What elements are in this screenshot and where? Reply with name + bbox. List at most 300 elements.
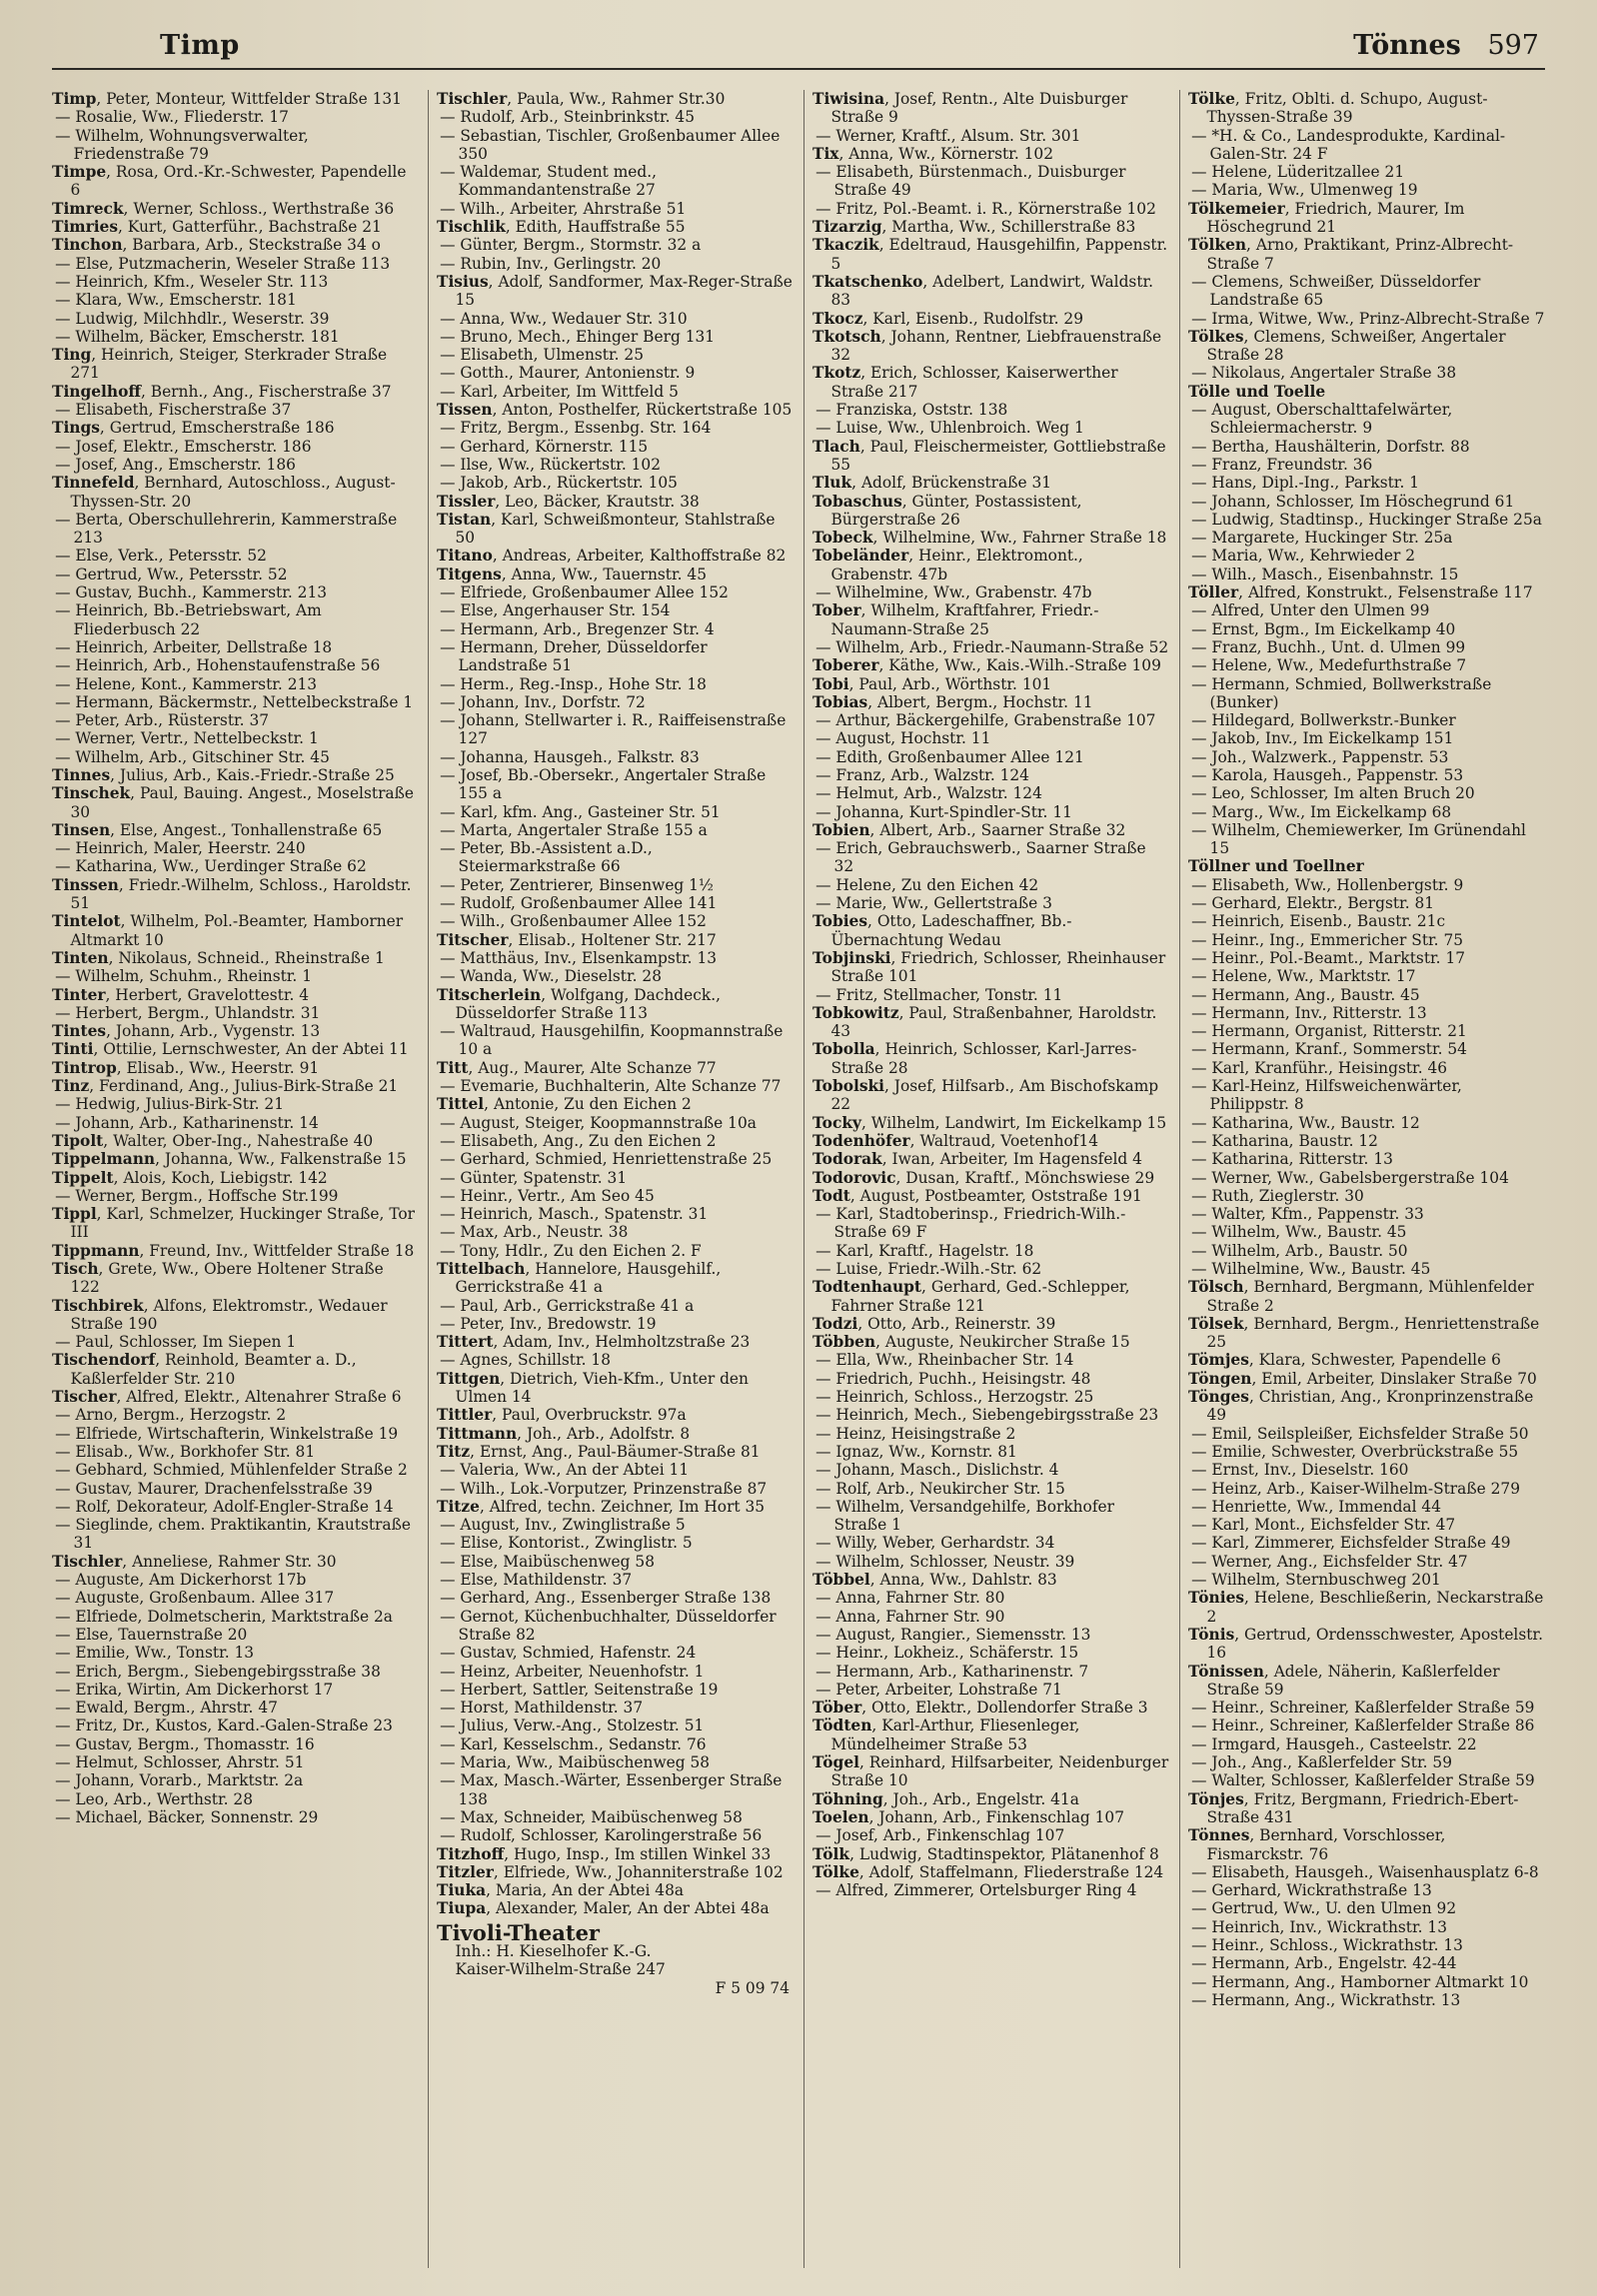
entry-surname: Tissen	[437, 401, 493, 420]
directory-entry: — Karl, Stadtoberinsp., Friedrich-Wilh.-Straße 69 F	[815, 1205, 1126, 1242]
entry-details: , Ernst, Ang., Paul-Bäumer-Straße 81	[470, 1442, 761, 1461]
directory-entry: — Heinr., Ing., Emmericher Str. 75	[1191, 930, 1464, 949]
directory-entry: — Marie, Ww., Gellertstraße 3	[815, 894, 1052, 913]
entry-surname: Tiuka	[437, 1881, 487, 1900]
directory-entry	[812, 1699, 1169, 1717]
entry-details: , Antonie, Zu den Eichen 2	[484, 1095, 692, 1114]
directory-entry: — Matthäus, Inv., Elsenkampstr. 13	[440, 948, 718, 967]
entry-details: , Waltraud, Voetenhof14	[909, 1131, 1099, 1150]
entry-surname: Tintelot	[52, 912, 121, 931]
directory-entry	[812, 1150, 1169, 1168]
directory-entry: — Josef, Arb., Finkenschlag 107	[815, 1826, 1065, 1845]
directory-entry: — Katharina, Ritterstr. 13	[1191, 1150, 1393, 1169]
directory-entry: — Irmgard, Hausgeh., Casteelstr. 22	[1191, 1734, 1477, 1753]
entry-details: , Otto, Arb., Reinerstr. 39	[857, 1314, 1056, 1333]
directory-entry	[812, 310, 1169, 328]
entry-details: , Karl, Eisenb., Rudolfstr. 29	[862, 309, 1083, 328]
entry-details: , Elfriede, Ww., Johanniterstraße 102	[493, 1862, 784, 1881]
directory-entry: — Heinr., Schreiner, Kaßlerfelder Straße 86	[1191, 1717, 1535, 1735]
directory-entry	[812, 1571, 1169, 1589]
directory-entry: — Maria, Ww., Maibüschenweg 58	[440, 1753, 711, 1772]
directory-entry: — Heinrich, Inv., Wickrathstr. 13	[1191, 1917, 1448, 1936]
entry-details: , Alois, Koch, Liebigstr. 142	[113, 1168, 328, 1187]
directory-entry: — Helene, Kont., Kammerstr. 213	[55, 674, 318, 693]
directory-entry: — Henriette, Ww., Immendal 44	[1191, 1497, 1442, 1516]
directory-entry: — Else, Maibüschenweg 58	[440, 1552, 655, 1571]
entry-details: , Gerhard, Ged.-Schlepper, Fahrner Straße 121	[830, 1278, 1130, 1315]
directory-entry	[52, 218, 418, 236]
directory-entry	[812, 1333, 1169, 1351]
directory-entry: — Joh., Walzwerk., Pappenstr. 53	[1191, 747, 1449, 766]
directory-entry: — Else, Tauernstraße 20	[55, 1625, 248, 1644]
directory-entry: — Maria, Ww., Kehrwieder 2	[1191, 547, 1416, 566]
entry-details: , Andreas, Arbeiter, Kalthoffstraße 82	[492, 547, 787, 566]
entry-surname: Tobies	[812, 912, 868, 931]
entry-details: , Adele, Näherin, Kaßlerfelder Straße 59	[1206, 1662, 1500, 1699]
directory-entry: — Marta, Angertaler Straße 155 a	[440, 820, 708, 839]
directory-entry: — Heinz, Arb., Kaiser-Wilhelm-Straße 279	[1191, 1479, 1520, 1498]
directory-entry: — Karl, Zimmerer, Eichsfelder Straße 49	[1191, 1534, 1511, 1553]
entry-details: , Anna, Ww., Dahlstr. 83	[869, 1571, 1057, 1590]
entry-details: , Karl-Arthur, Fliesenleger, Mündelheimer Straße 53	[830, 1717, 1080, 1753]
entry-details: , Herbert, Gravelottestr. 4	[105, 985, 310, 1004]
directory-entry: — Helene, Ww., Medefurthstraße 7	[1191, 656, 1467, 675]
page-number: 597	[1487, 30, 1539, 61]
entry-surname: Tinsen	[52, 820, 111, 839]
entry-surname: Tinnes	[52, 765, 111, 784]
entry-surname: Töngen	[1188, 1369, 1252, 1388]
entry-surname: Tippelt	[52, 1168, 114, 1187]
directory-entry: — August, Oberschalttafelwärter, Schleiermacherstr. 9	[1191, 401, 1453, 438]
directory-entry: — Alfred, Unter den Ulmen 99	[1191, 601, 1430, 620]
directory-entry: — Waltraud, Hausgehilfin, Koopmannstraße 10 a	[440, 1022, 784, 1059]
directory-entry: — Edith, Großenbaumer Allee 121	[815, 747, 1084, 766]
directory-entry: — Wilh., Großenbaumer Allee 152	[440, 912, 707, 931]
directory-entry: — August, Inv., Zwinglistraße 5	[440, 1516, 686, 1535]
directory-entry	[1188, 1626, 1545, 1663]
entry-surname: Tölkes	[1188, 327, 1244, 346]
directory-entry: — Bertha, Haushälterin, Dorfstr. 88	[1191, 437, 1470, 456]
directory-entry: — Wilhelm, Chemiewerker, Im Grünendahl 15	[1191, 820, 1526, 858]
entry-details: , Iwan, Arbeiter, Im Hagensfeld 4	[881, 1150, 1142, 1169]
entry-surname: Tischbirek	[52, 1296, 144, 1315]
directory-entry	[52, 912, 418, 949]
directory-entry: — Margarete, Huckinger Str. 25a	[1191, 529, 1453, 548]
directory-entry: — Else, Verk., Petersstr. 52	[55, 547, 267, 566]
directory-entry	[437, 1881, 794, 1899]
entry-surname: Tödten	[812, 1717, 872, 1735]
directory-entry: — Gernot, Küchenbuchhalter, Düsseldorfer Straße 82	[440, 1607, 777, 1644]
directory-entry: — Heinrich, Kfm., Weseler Str. 113	[55, 272, 329, 291]
directory-entry	[437, 218, 794, 236]
directory-entry: — Fritz, Bergm., Essenbg. Str. 164	[440, 419, 712, 438]
entry-surname: Tluk	[812, 474, 852, 493]
entry-details: , Josef, Rentn., Alte Duisburger Straße 9	[830, 90, 1128, 127]
directory-entry	[52, 346, 418, 383]
directory-entry: — Gustav, Bergm., Thomasstr. 16	[55, 1734, 315, 1753]
entry-surname: Tischler	[437, 90, 508, 108]
entry-surname: Titscher	[437, 930, 509, 949]
directory-entry	[52, 1297, 418, 1334]
directory-entry: — Helmut, Schlosser, Ahrstr. 51	[55, 1753, 305, 1772]
entry-details: , Werner, Schloss., Werthstraße 36	[123, 199, 395, 218]
directory-entry: — Ilse, Ww., Rückertstr. 102	[440, 455, 662, 474]
entry-surname: Tings	[52, 419, 100, 438]
entry-surname: Tkocz	[812, 309, 863, 328]
entry-surname: Tölken	[1188, 236, 1247, 255]
entry-surname: Tobien	[812, 820, 870, 839]
entry-details: , Albert, Arb., Saarner Straße 32	[869, 820, 1126, 839]
directory-entry	[812, 236, 1169, 273]
directory-entry: — Rolf, Arb., Neukircher Str. 15	[815, 1479, 1065, 1498]
directory-entry: — Rudolf, Schlosser, Karolingerstraße 56	[440, 1826, 763, 1845]
directory-entry	[812, 1315, 1169, 1333]
directory-entry	[812, 1114, 1169, 1132]
tivoli-theater-title: Tivoli-Theater	[437, 1919, 600, 1945]
entry-details: , Anna, Ww., Tauernstr. 45	[501, 565, 708, 583]
entry-surname: Tölke	[1188, 90, 1235, 108]
directory-entry: — Werner, Kraftf., Alsum. Str. 301	[815, 126, 1081, 145]
entry-details: , Kurt, Gatterführ., Bachstraße 21	[118, 218, 382, 237]
entry-details: , Dietrich, Vieh-Kfm., Unter den Ulmen 14	[455, 1369, 749, 1407]
entry-details: , Karl, Schweißmonteur, Stahlstraße 50	[455, 510, 776, 548]
entry-surname: Tippmann	[52, 1241, 140, 1260]
directory-entry: — Werner, Vertr., Nettelbeckstr. 1	[55, 729, 319, 748]
directory-entry	[437, 1059, 794, 1077]
entry-details: , Bernhard, Autoschloss., August-Thyssen-Str. 20	[70, 474, 396, 511]
entry-details: , Edith, Hauffstraße 55	[505, 218, 686, 237]
directory-entry	[1188, 1351, 1545, 1369]
directory-entry: — Willy, Weber, Gerhardstr. 34	[815, 1534, 1055, 1553]
directory-entry: — Auguste, Am Dickerhorst 17b	[55, 1571, 307, 1590]
column-2	[428, 90, 794, 2268]
directory-entry: — Helene, Lüderitzallee 21	[1191, 163, 1405, 182]
directory-entry: — Fritz, Dr., Kustos, Kard.-Galen-Straße 23	[55, 1717, 393, 1735]
directory-entry: — Heinr., Vertr., Am Seo 45	[440, 1186, 655, 1205]
directory-entry: — Gustav, Buchh., Kammerstr. 213	[55, 583, 328, 602]
entry-surname: Tissler	[437, 492, 496, 511]
directory-entry	[812, 145, 1169, 163]
entry-details: , Maria, An der Abtei 48a	[486, 1881, 685, 1900]
entry-details: , Adolf, Staffelmann, Fliederstraße 124	[858, 1862, 1164, 1881]
entry-details: , Erich, Schlosser, Kaiserwerther Straße 217	[830, 364, 1118, 401]
entry-surname: Tlach	[812, 437, 860, 456]
directory-entry: — Else, Angerhauser Str. 154	[440, 601, 671, 620]
directory-entry: — Werner, Ang., Eichsfelder Str. 47	[1191, 1552, 1468, 1571]
entry-surname: Tischler	[52, 1552, 123, 1571]
directory-entry	[1188, 1790, 1545, 1827]
entry-surname: Töller	[1188, 583, 1239, 602]
directory-entry: — August, Steiger, Koopmannstraße 10a	[440, 1113, 757, 1132]
directory-entry	[52, 1059, 418, 1077]
entry-details: , Käthe, Ww., Kais.-Wilh.-Straße 109	[878, 656, 1161, 675]
entry-details: , Otto, Ladeschaffner, Bb.-Übernachtung Wedau	[830, 912, 1072, 949]
directory-entry	[1188, 583, 1545, 601]
entry-surname: Tippelmann	[52, 1150, 156, 1169]
directory-entry: — Tony, Hdlr., Zu den Eichen 2. F	[440, 1241, 702, 1260]
entry-details: , Johanna, Ww., Falkenstraße 15	[155, 1150, 407, 1169]
entry-surname: Tinnefeld	[52, 474, 135, 493]
directory-entry	[52, 1205, 418, 1242]
directory-entry: — Helene, Zu den Eichen 42	[815, 875, 1039, 894]
entry-details: , Wilhelm, Pol.-Beamter, Hamborner Altmarkt 10	[70, 912, 404, 949]
entry-surname: Tkotsch	[812, 327, 881, 346]
directory-entry: — Erich, Bergm., Siebengebirgsstraße 38	[55, 1662, 381, 1681]
directory-entry	[52, 90, 418, 108]
directory-entry	[437, 1260, 794, 1297]
directory-entry: — Gebhard, Schmied, Mühlenfelder Straße 2	[55, 1461, 408, 1480]
directory-entry	[812, 601, 1169, 638]
page-header	[52, 28, 1545, 70]
directory-entry	[812, 1845, 1169, 1863]
directory-entry: — Wilhelm, Wohnungsverwalter, Friedenstraße 79	[55, 126, 309, 163]
directory-entry	[52, 1169, 418, 1187]
directory-entry: — Maria, Ww., Ulmenweg 19	[1191, 181, 1418, 200]
directory-entry: — Wilhelm, Arb., Friedr.-Naumann-Straße 52	[815, 637, 1169, 656]
entry-details: , August, Postbeamter, Oststraße 191	[849, 1186, 1142, 1205]
directory-entry: — Heinrich, Arbeiter, Dellstraße 18	[55, 637, 333, 656]
directory-entry	[1188, 200, 1545, 237]
directory-entry	[52, 766, 418, 784]
entry-surname: Tkatschenko	[812, 272, 923, 291]
directory-entry: — Jakob, Arb., Rückertstr. 105	[440, 474, 678, 493]
directory-entry: — Paul, Schlosser, Im Siepen 1	[55, 1333, 297, 1352]
directory-entry: — Karl, Kesselschm., Sedanstr. 76	[440, 1734, 707, 1753]
directory-entry	[437, 1443, 794, 1461]
directory-entry	[1188, 328, 1545, 365]
directory-entry: — Heinr., Schreiner, Kaßlerfelder Straße 59	[1191, 1699, 1535, 1718]
directory-entry: — Josef, Bb.-Obersekr., Angertaler Straße 155 a	[440, 765, 767, 803]
directory-entry	[812, 1753, 1169, 1790]
directory-entry: — Hermann, Kranf., Sommerstr. 54	[1191, 1040, 1467, 1059]
directory-entry: — Hermann, Schmied, Bollwerkstraße (Bunker)	[1191, 674, 1492, 711]
entry-surname: Tinten	[52, 948, 109, 967]
entry-surname: Tiupa	[437, 1899, 487, 1918]
directory-entry: — Hermann, Arb., Engelstr. 42-44	[1191, 1954, 1457, 1973]
directory-entry: — Erich, Gebrauchswerb., Saarner Straße 32	[815, 839, 1146, 876]
directory-entry: — Hermann, Bäckermstr., Nettelbeckstraße 1	[55, 692, 414, 711]
directory-entry: — Elisabeth, Hausgeh., Waisenhausplatz 6-8	[1191, 1862, 1539, 1881]
directory-entry: — Katharina, Ww., Baustr. 12	[1191, 1113, 1420, 1132]
directory-entry: — Paul, Arb., Gerrickstraße 41 a	[440, 1296, 695, 1315]
entry-surname: Titscherlein	[437, 985, 542, 1004]
directory-entry: — Elisabeth, Fischerstraße 37	[55, 401, 292, 420]
directory-entry: — Heinrich, Bb.-Betriebswart, Am Fliederbusch 22	[55, 601, 322, 638]
entry-surname: Tippl	[52, 1205, 97, 1224]
directory-entry	[437, 90, 794, 108]
entry-details: , Reinhold, Beamter a. D., Kaßlerfelder Str. 210	[70, 1351, 357, 1388]
entry-details: , Leo, Bäcker, Krautstr. 38	[495, 492, 700, 511]
entry-surname: Tobaschus	[812, 492, 902, 511]
entry-surname: Tölsek	[1188, 1314, 1244, 1333]
entry-details: , Gertrud, Emscherstraße 186	[99, 419, 335, 438]
directory-entry	[812, 1004, 1169, 1041]
entry-details: , Dusan, Kraftf., Mönchswiese 29	[895, 1168, 1155, 1187]
directory-entry: — Emilie, Schwester, Overbrückstraße 55	[1191, 1442, 1519, 1461]
entry-details: , Fritz, Bergmann, Friedrich-Ebert-Straße 431	[1206, 1789, 1519, 1826]
directory-entry: — Josef, Elektr., Emscherstr. 186	[55, 437, 312, 456]
directory-entry	[812, 364, 1169, 401]
entry-details: , Helene, Beschließerin, Neckarstraße 2	[1206, 1589, 1544, 1626]
directory-entry: — Alfred, Zimmerer, Ortelsburger Ring 4	[815, 1881, 1137, 1900]
column-1	[52, 90, 418, 2268]
directory-entry: — Karl, Kraftf., Hagelstr. 18	[815, 1241, 1034, 1260]
directory-entry: — Klara, Ww., Emscherstr. 181	[55, 291, 297, 310]
directory-entry: — Günter, Bergm., Stormstr. 32 a	[440, 236, 702, 255]
directory-entry	[437, 931, 794, 949]
directory-entry: — Johanna, Hausgeh., Falkstr. 83	[440, 747, 700, 766]
directory-entry: — Sieglinde, chem. Praktikantin, Krautstraße 31	[55, 1516, 411, 1553]
directory-entry: — Elisabeth, Bürstenmach., Duisburger Straße 49	[815, 163, 1126, 200]
entry-surname: Tinti	[52, 1040, 94, 1059]
directory-entry: — Heinrich, Masch., Spatenstr. 31	[440, 1205, 709, 1224]
directory-entry: — *H. & Co., Landesprodukte, Kardinal-Galen-Str. 24 F	[1191, 126, 1506, 163]
entry-surname: Tönies	[1188, 1589, 1245, 1608]
directory-entry: — Gustav, Schmied, Hafenstr. 24	[440, 1644, 697, 1663]
entry-details: , Peter, Monteur, Wittfelder Straße 131	[96, 90, 402, 108]
entry-details: , Alfred, Konstrukt., Felsenstraße 117	[1238, 583, 1533, 602]
directory-entry: — Franz, Freundstr. 36	[1191, 455, 1373, 474]
entry-details: , Alfons, Elektromstr., Wedauer Straße 190	[70, 1296, 388, 1333]
entry-surname: Timries	[52, 218, 118, 237]
directory-entry	[1188, 1826, 1545, 1863]
directory-entry: — Marg., Ww., Im Eickelkamp 68	[1191, 802, 1452, 821]
directory-entry: — Günter, Spatenstr. 31	[440, 1168, 628, 1187]
directory-entry	[52, 1553, 418, 1571]
directory-entry: — Emil, Seilspleißer, Eichsfelder Straße 50	[1191, 1424, 1529, 1443]
directory-entry: — Ernst, Inv., Dieselstr. 160	[1191, 1461, 1409, 1480]
entry-surname: Timp	[52, 90, 97, 108]
directory-entry: — Anna, Fahrner Str. 80	[815, 1589, 1005, 1608]
entry-details: , Johann, Arb., Finkenschlag 107	[868, 1807, 1125, 1826]
entry-details: , Aug., Maurer, Alte Schanze 77	[468, 1058, 717, 1077]
entry-details: , Alfred, techn. Zeichner, Im Hort 35	[479, 1497, 766, 1516]
tivoli-owner: Inh.: H. Kieselhofer K.-G.	[455, 1941, 652, 1960]
directory-entry: — Wanda, Ww., Dieselstr. 28	[440, 967, 662, 986]
entry-surname: Tischlik	[437, 218, 506, 237]
directory-entry: — Ernst, Bgm., Im Eickelkamp 40	[1191, 619, 1456, 638]
entry-details: , Paul, Fleischermeister, Gottliebstraße 55	[830, 437, 1166, 474]
directory-entry: — Katharina, Ww., Uerdinger Straße 62	[55, 857, 367, 876]
directory-entry: — Rudolf, Großenbaumer Allee 141	[440, 894, 718, 913]
directory-entry	[812, 1790, 1169, 1808]
directory-entry: — Valeria, Ww., An der Abtei 11	[440, 1461, 690, 1480]
directory-entry: — Johanna, Kurt-Spindler-Str. 11	[815, 802, 1072, 821]
directory-entry: — Elise, Kontorist., Zwinglistr. 5	[440, 1534, 693, 1553]
directory-entry: — Max, Schneider, Maibüschenweg 58	[440, 1807, 743, 1826]
entry-surname: Todtenhaupt	[812, 1278, 922, 1297]
entry-details: , Alexander, Maler, An der Abtei 48a	[486, 1899, 770, 1918]
directory-entry: — Michael, Bäcker, Sonnenstr. 29	[55, 1807, 319, 1826]
entry-surname: Tittler	[437, 1406, 493, 1425]
directory-entry: — Hermann, Arb., Katharinenstr. 7	[815, 1662, 1089, 1681]
directory-entry	[437, 401, 794, 419]
directory-entry	[52, 1132, 418, 1150]
directory-entry: — Wilhelm, Sternbuschweg 201	[1191, 1571, 1441, 1590]
tivoli-address: Kaiser-Wilhelm-Straße 247	[455, 1960, 666, 1979]
directory-entry: — Ewald, Bergm., Ahrstr. 47	[55, 1699, 278, 1718]
entry-details: , Paul, Overbruckstr. 97a	[492, 1406, 687, 1425]
entry-details: , Joh., Arb., Adolfstr. 8	[517, 1424, 691, 1443]
directory-entry: — Heinz, Heisingstraße 2	[815, 1424, 1016, 1443]
directory-entry: — Horst, Mathildenstr. 37	[440, 1699, 644, 1718]
directory-entry: — Else, Putzmacherin, Weseler Straße 113	[55, 254, 391, 273]
directory-entry: — Heinr., Pol.-Beamt., Marktstr. 17	[1191, 948, 1466, 967]
directory-entry: — Walter, Schlosser, Kaßlerfelder Straße 59	[1191, 1771, 1535, 1790]
header-right	[1353, 30, 1539, 61]
entry-details: , Paul, Arb., Wörthstr. 101	[848, 674, 1052, 693]
entry-details: , Paula, Ww., Rahmer Str.30	[507, 90, 726, 108]
directory-entry: — Hermann, Ang., Baustr. 45	[1191, 985, 1420, 1004]
entry-surname: Tölke	[812, 1862, 859, 1881]
entry-details: , Adolf, Brückenstraße 31	[851, 474, 1052, 493]
entry-details: , Johann, Arb., Vygenstr. 13	[106, 1022, 321, 1041]
directory-entry	[437, 1406, 794, 1424]
directory-entry: — Ludwig, Stadtinsp., Huckinger Straße 25a	[1191, 510, 1542, 529]
directory-entry: — Wilhelm, Schlosser, Neustr. 39	[815, 1552, 1075, 1571]
entry-surname: Tobkowitz	[812, 1003, 899, 1022]
directory-entry	[812, 328, 1169, 365]
entry-surname: Toberer	[812, 656, 879, 675]
entry-surname: Tocky	[812, 1113, 861, 1132]
directory-entry: — Luise, Friedr.-Wilh.-Str. 62	[815, 1260, 1042, 1278]
directory-entry: — Waldemar, Student med., Kommandantenstraße 27	[440, 163, 658, 200]
entry-details: , Adelbert, Landwirt, Waldstr. 83	[830, 272, 1154, 310]
directory-entry	[812, 949, 1169, 986]
directory-entry: — Sebastian, Tischler, Großenbaumer Allee 350	[440, 126, 781, 163]
directory-entry: — Ruth, Zieglerstr. 30	[1191, 1186, 1364, 1205]
directory-entry: — Rolf, Dekorateur, Adolf-Engler-Straße 14	[55, 1497, 394, 1516]
entry-details: , Gertrud, Ordensschwester, Apostelstr. 16	[1206, 1625, 1543, 1663]
directory-entry: — Hermann, Inv., Ritterstr. 13	[1191, 1003, 1427, 1022]
directory-entry	[812, 218, 1169, 236]
directory-entry: — Johann, Stellwarter i. R., Raiffeisenstraße 127	[440, 711, 787, 748]
directory-entry: — Hildegard, Bollwerkstr.-Bunker	[1191, 711, 1456, 730]
directory-entry: — Josef, Ang., Emscherstr. 186	[55, 455, 296, 474]
directory-entry: — Rosalie, Ww., Fliederstr. 17	[55, 108, 289, 127]
directory-entry: — Karl-Heinz, Hilfsweichenwärter, Philippstr. 8	[1191, 1077, 1462, 1114]
directory-entry	[812, 1808, 1169, 1826]
directory-entry	[437, 273, 794, 310]
directory-entry: — Bruno, Mech., Ehinger Berg 131	[440, 327, 716, 346]
directory-entry: — Wilhelm, Schuhm., Rheinstr. 1	[55, 967, 313, 986]
directory-entry	[52, 1040, 418, 1058]
entry-details: , Martha, Ww., Schillerstraße 83	[881, 218, 1136, 237]
entry-surname: Toelen	[812, 1807, 869, 1826]
directory-entry	[812, 273, 1169, 310]
entry-surname: Tobias	[812, 692, 868, 711]
entry-surname: Todenhöfer	[812, 1131, 910, 1150]
entry-surname: Todorovic	[812, 1168, 896, 1187]
tivoli-phone: F 5 09 74	[715, 1978, 790, 1997]
directory-entry	[1188, 1388, 1545, 1425]
directory-entry: — Heinrich, Arb., Hohenstaufenstraße 56	[55, 656, 381, 675]
entry-details: , Karl, Schmelzer, Huckinger Straße, Tor III	[70, 1205, 416, 1242]
entry-surname: Tischer	[52, 1388, 117, 1407]
directory-entry: — Heinrich, Schloss., Herzogstr. 25	[815, 1388, 1094, 1407]
directory-entry	[812, 821, 1169, 839]
directory-entry	[52, 1351, 418, 1388]
directory-entry	[52, 383, 418, 401]
directory-entry	[812, 1077, 1169, 1114]
directory-entry: — Heinr., Schloss., Wickrathstr. 13	[1191, 1935, 1463, 1954]
entry-surname: Todorak	[812, 1150, 882, 1169]
entry-surname: Titz	[437, 1442, 471, 1461]
directory-entry: — Wilhelm, Bäcker, Emscherstr. 181	[55, 327, 340, 346]
directory-entry: — Franz, Buchh., Unt. d. Ulmen 99	[1191, 637, 1466, 656]
directory-entry: — Gertrud, Ww., U. den Ulmen 92	[1191, 1899, 1457, 1918]
entry-surname: Tömjes	[1188, 1351, 1249, 1370]
